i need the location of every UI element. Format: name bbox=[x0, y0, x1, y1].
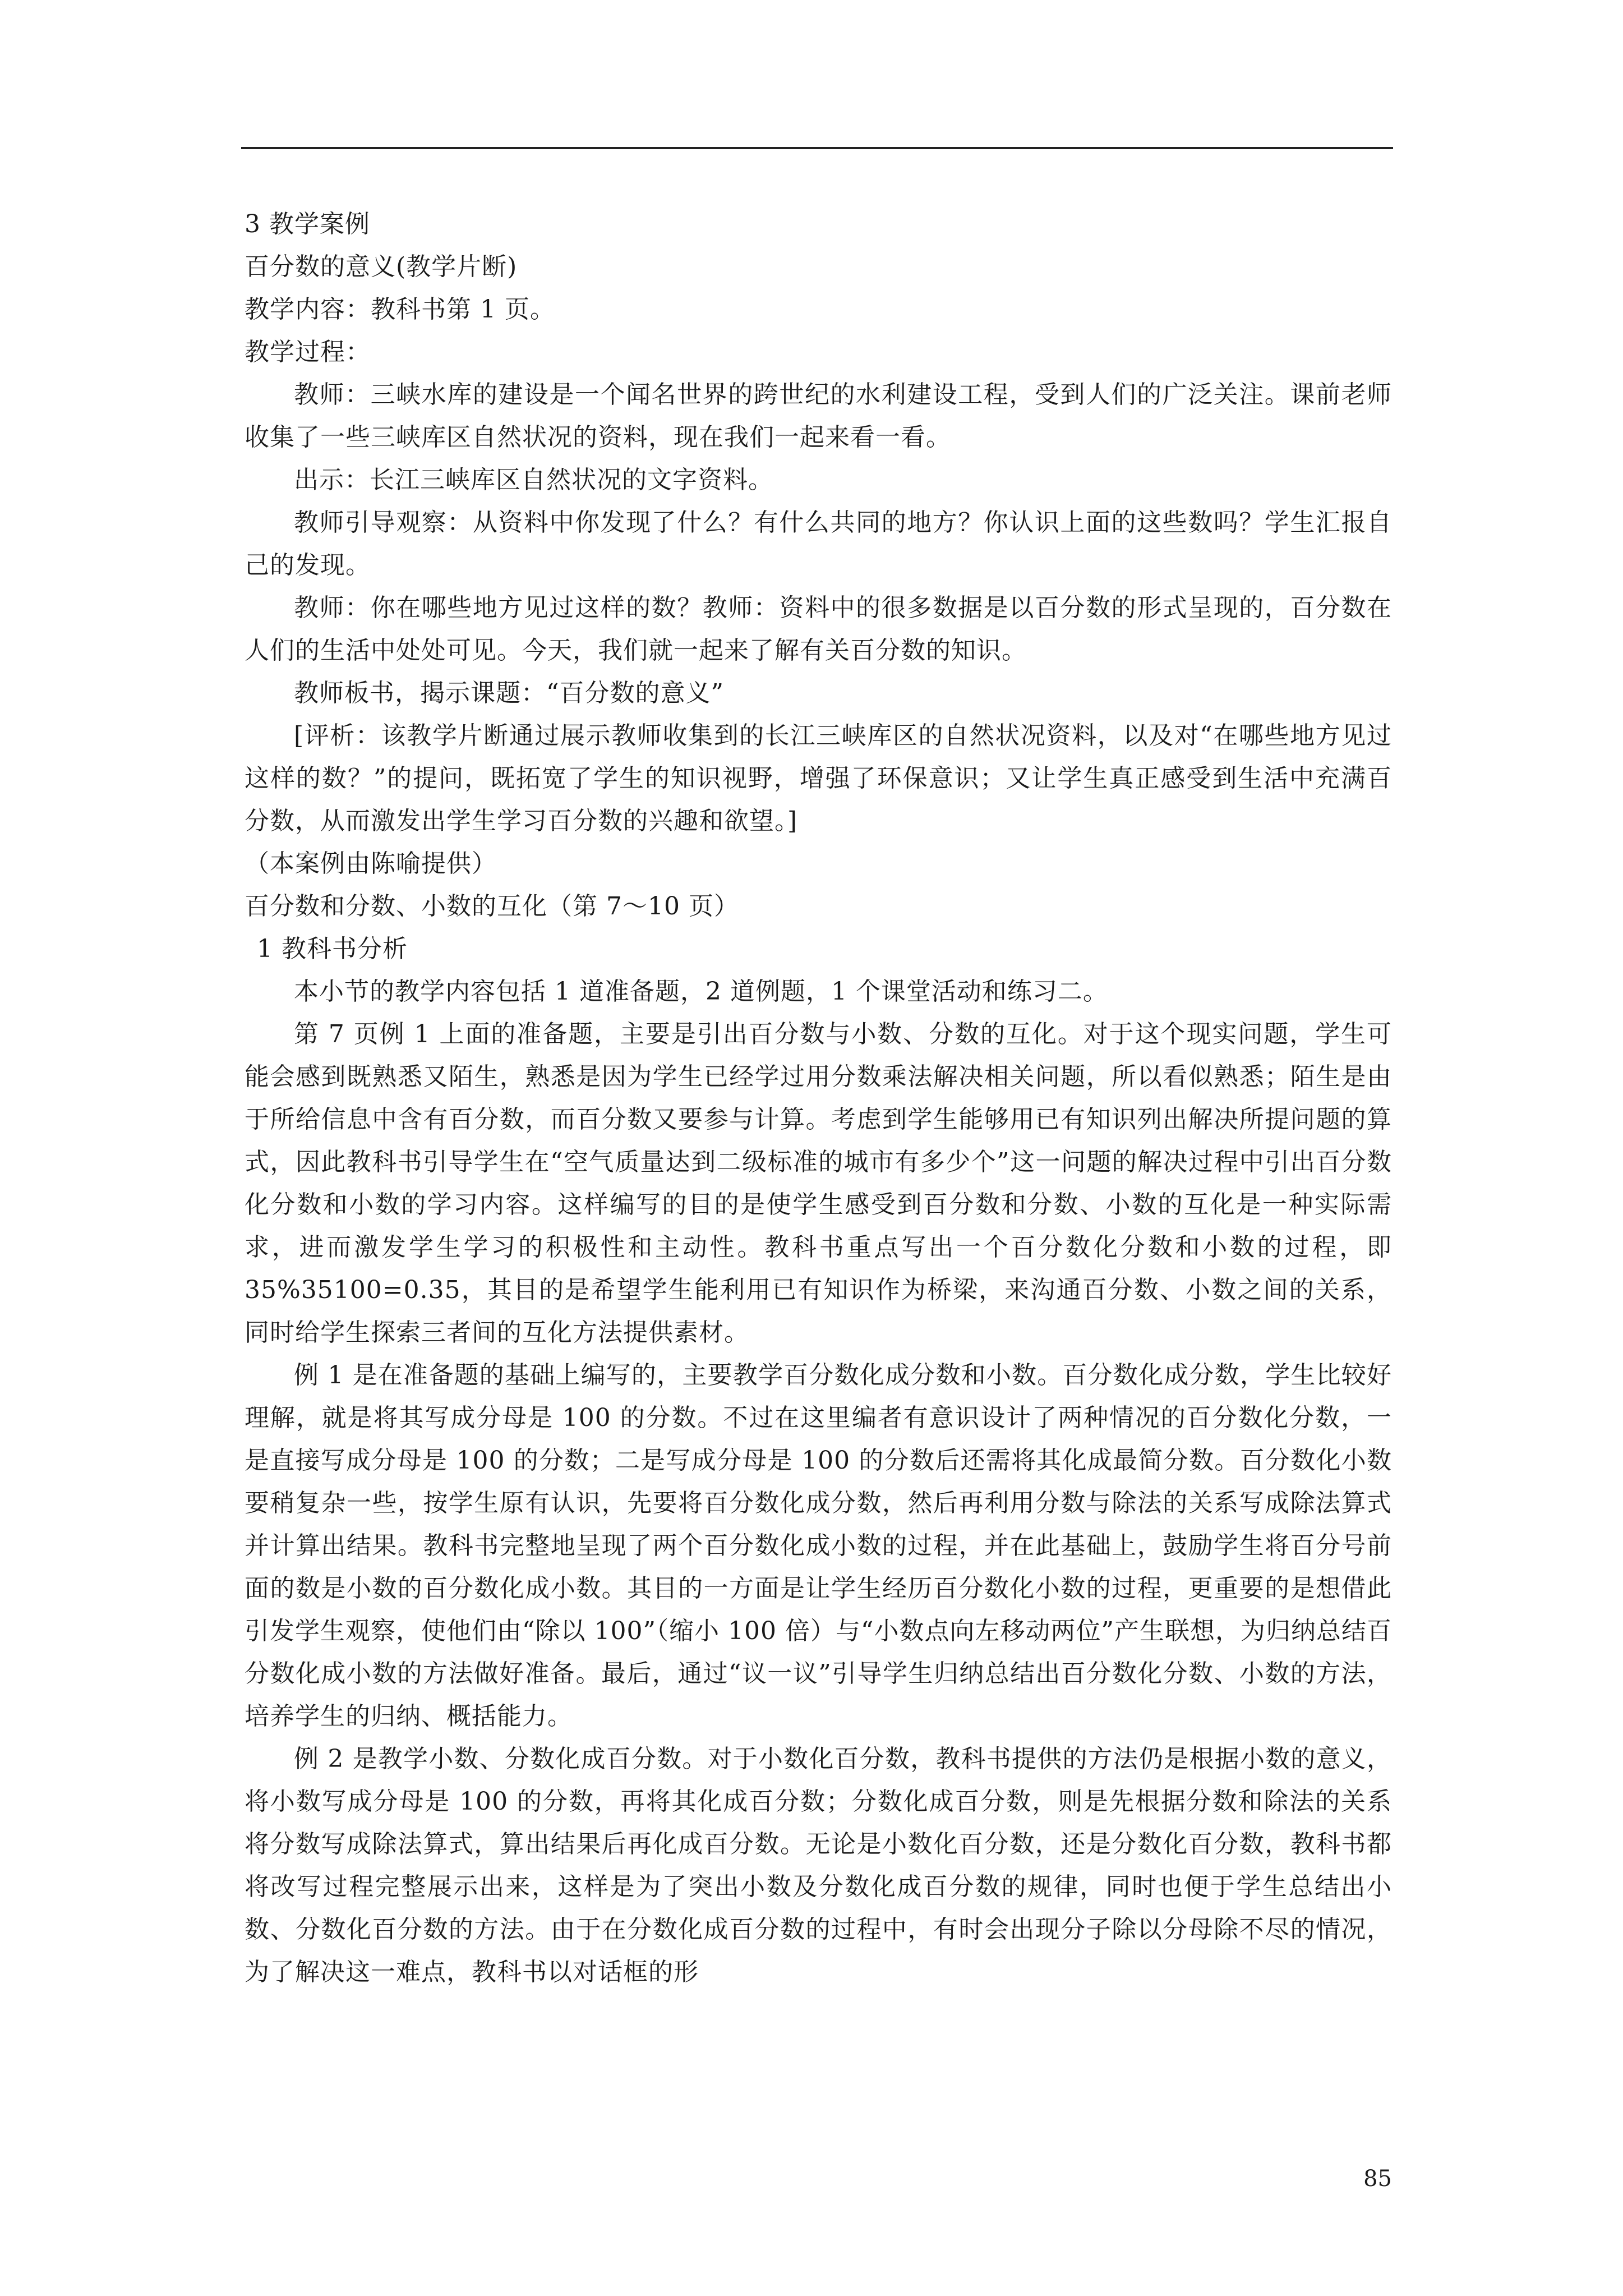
paragraph: 出示：长江三峡库区自然状况的文字资料。 bbox=[294, 466, 773, 494]
header-rule bbox=[241, 147, 1393, 149]
subsection-title: 百分数和分数、小数的互化（第 7～10 页） bbox=[245, 892, 739, 921]
commentary-paragraph: [评析：该教学片断通过展示教师收集到的长江三峡库区的自然状况资料，以及对“在哪些地方见过这样的数？”的提问，既拓宽了学生的知识视野，增强了环保意识；又让学生真正感受到生活中充满百分数，从而激发出学生学习百分数的兴趣和欲望。] bbox=[245, 721, 1392, 835]
paragraph: 教师：你在哪些地方见过这样的数？教师：资料中的很多数据是以百分数的形式呈现的，百分数在人们的生活中处处可见。今天，我们就一起来了解有关百分数的知识。 bbox=[245, 593, 1392, 665]
page-body bbox=[245, 203, 1392, 1994]
page-number: 85 bbox=[1363, 2166, 1392, 2192]
paragraph: 例 2 是教学小数、分数化成百分数。对于小数化百分数，教科书提供的方法仍是根据小数的意义，将小数写成分母是 100 的分数，再将其化成百分数；分数化成百分数，则是先根据分数和除法的关系将分数写成除法算式，算出结果后再化成百分数。无论是小数化百分数，还是分数化百分数，教科书都将改写过程完整展示出来，这样是为了突出小数及分数化成百分数的规律，同时也便于学生总结出小数、分数化百分数的方法。由于在分数化成百分数的过程中，有时会出现分子除以分母除不尽的情况，为了解决这一难点，教科书以对话框的形 bbox=[245, 1745, 1392, 1986]
case-title: 百分数的意义(教学片断) bbox=[245, 252, 518, 281]
paragraph: 第 7 页例 1 上面的准备题，主要是引出百分数与小数、分数的互化。对于这个现实问题，学生可能会感到既熟悉又陌生，熟悉是因为学生已经学过用分数乘法解决相关问题，所以看似熟悉；陌生是由于所给信息中含有百分数，而百分数又要参与计算。考虑到学生能够用已有知识列出解决所提问题的算式，因此教科书引导学生在“空气质量达到二级标准的城市有多少个”这一问题的解决过程中引出百分数化分数和小数的学习内容。这样编写的目的是使学生感受到百分数和分数、小数的互化是一种实际需求，进而激发学生学习的积极性和主动性。教科书重点写出一个百分数化分数和小数的过程，即 35%35100=0.35，其目的是希望学生能利用已有知识作为桥梁，来沟通百分数、小数之间的关系，同时给学生探索三者间的互化方法提供素材。 bbox=[245, 1020, 1392, 1347]
case-credit: （本案例由陈喻提供） bbox=[245, 849, 497, 878]
subsection-heading: 1 教科书分析 bbox=[257, 935, 408, 963]
paragraph: 例 1 是在准备题的基础上编写的，主要教学百分数化成分数和小数。百分数化成分数，学生比较好理解，就是将其写成分母是 100 的分数。不过在这里编者有意识设计了两种情况的百分数化分数，一是直接写成分母是 100 的分数；二是写成分母是 100 的分数后还需将其化成最简分数。百分数化小数要稍复杂一些，按学生原有认识，先要将百分数化成分数，然后再利用分数与除法的关系写成除法算式并计算出结果。教科书完整地呈现了两个百分数化成小数的过程，并在此基础上，鼓励学生将百分号前面的数是小数的百分数化成小数。其目的一方面是让学生经历百分数化小数的过程，更重要的是想借此引发学生观察，使他们由“除以 100”（缩小 100 倍）与“小数点向左移动两位”产生联想，为归纳总结百分数化成小数的方法做好准备。最后，通过“议一议”引导学生归纳总结出百分数化分数、小数的方法，培养学生的归纳、概括能力。 bbox=[245, 1361, 1392, 1731]
paragraph: 教师引导观察：从资料中你发现了什么？有什么共同的地方？你认识上面的这些数吗？学生汇报自己的发现。 bbox=[245, 508, 1392, 579]
teaching-content: 教学内容：教科书第 1 页。 bbox=[245, 295, 555, 324]
teaching-process-label: 教学过程： bbox=[245, 338, 371, 366]
paragraph: 教师：三峡水库的建设是一个闻名世界的跨世纪的水利建设工程，受到人们的广泛关注。课前老师收集了一些三峡库区自然状况的资料，现在我们一起来看一看。 bbox=[245, 380, 1392, 452]
paragraph: 本小节的教学内容包括 1 道准备题，2 道例题，1 个课堂活动和练习二。 bbox=[294, 977, 1108, 1006]
paragraph: 教师板书，揭示课题：“百分数的意义” bbox=[294, 679, 724, 707]
section-heading: 3 教学案例 bbox=[245, 210, 370, 238]
